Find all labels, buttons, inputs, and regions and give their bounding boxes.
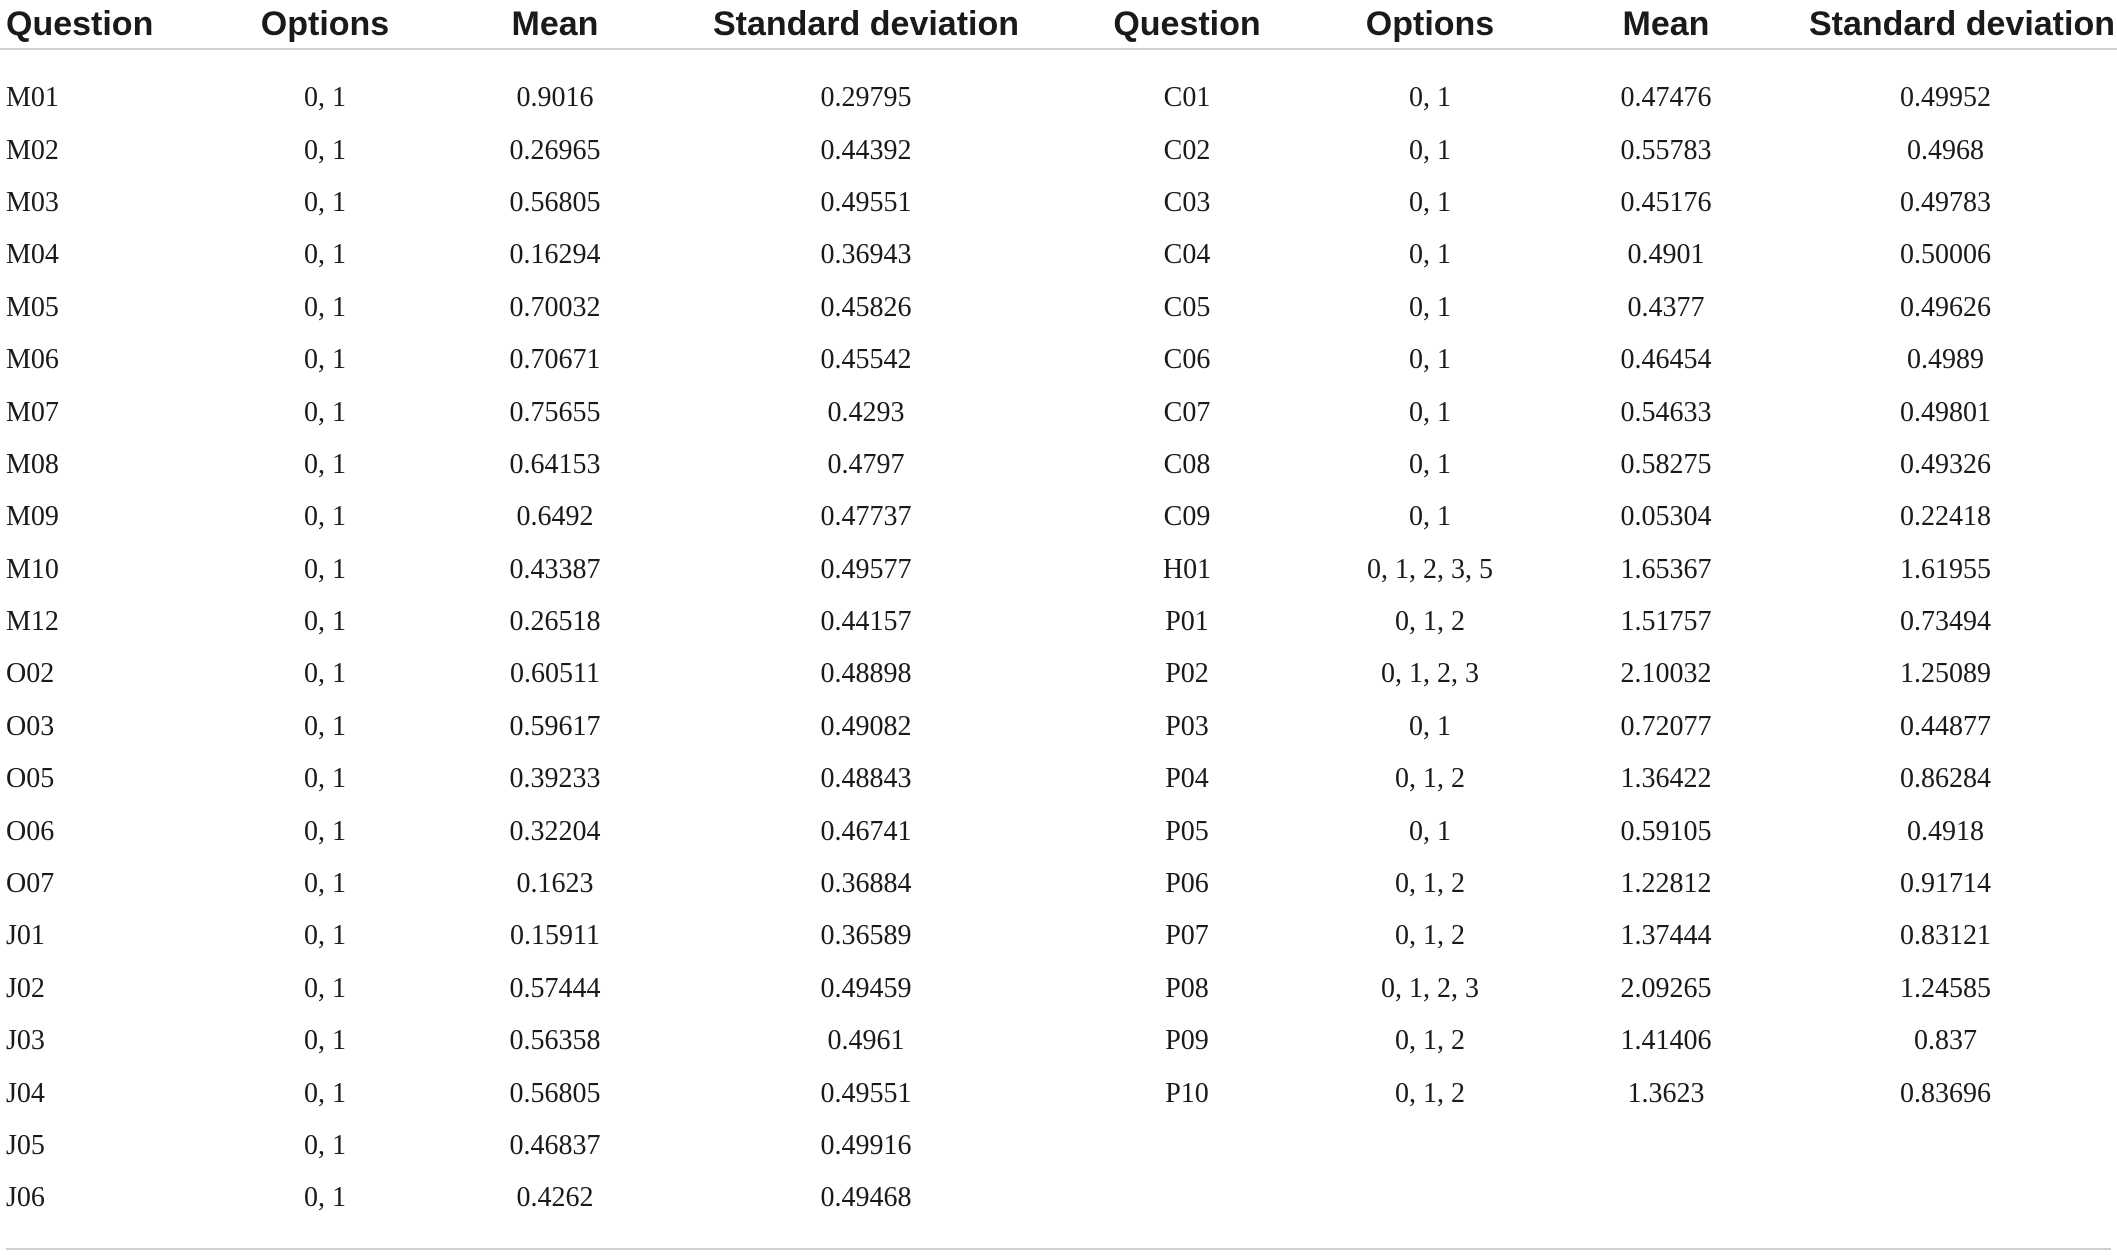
table-row: [0, 1172, 2117, 1224]
mean-cell-right: 0.47476: [1620, 82, 1712, 114]
options-cell-left: 0, 1: [304, 972, 346, 1004]
mean-cell-left: 0.75655: [509, 396, 601, 428]
sd-cell-right: 0.4918: [1907, 815, 1984, 847]
question-cell-left: M08: [6, 448, 59, 480]
mean-cell-left: 0.60511: [510, 658, 600, 690]
sd-cell-right: [1774, 1120, 2117, 1172]
question-cell-left: M06: [6, 344, 59, 376]
sd-cell-left: 0.4293: [827, 396, 905, 428]
question-cell-right: C06: [1163, 344, 1211, 376]
sd-cell-left: 0.48843: [820, 763, 912, 795]
mean-cell-left: 0.39233: [509, 763, 601, 795]
header-row: [0, 0, 2117, 49]
question-cell-left: J04: [6, 1077, 45, 1109]
sd-cell-left: 0.48898: [820, 658, 912, 690]
mean-cell-right: 0.55783: [1620, 134, 1712, 166]
options-cell-left: 0, 1: [304, 1130, 346, 1161]
sd-cell-left: 0.47737: [820, 501, 912, 533]
question-cell-left: J02: [6, 972, 45, 1004]
mean-cell-left: 0.9016: [516, 82, 594, 114]
options-cell-right: 0, 1: [1409, 448, 1451, 480]
options-cell-right: 0, 1: [1409, 396, 1451, 428]
table-row: [0, 334, 2117, 386]
question-cell-left: M05: [6, 291, 59, 323]
table-row: [0, 1120, 2117, 1172]
question-cell-left: M04: [6, 239, 59, 271]
options-cell-left: 0, 1: [304, 553, 346, 585]
sd-cell-left: 0.46741: [820, 815, 912, 847]
sd-cell-right: 0.49952: [1900, 82, 1991, 114]
mean-cell-left: 0.46837: [509, 1130, 601, 1161]
sd-cell-left: 0.49551: [820, 186, 912, 218]
mean-cell-right: 1.65367: [1620, 553, 1712, 585]
sd-cell-left: 0.36884: [820, 868, 912, 900]
options-cell-left: 0, 1: [304, 815, 346, 847]
sd-cell-left: 0.45542: [820, 344, 912, 376]
mean-cell-right: 0.54633: [1620, 396, 1712, 428]
question-cell-right: P03: [1165, 710, 1209, 742]
sd-cell-right: 0.50006: [1900, 239, 1991, 271]
mean-cell-right: 0.72077: [1620, 710, 1712, 742]
question-cell-left: M12: [6, 606, 59, 638]
table-row: [0, 805, 2117, 857]
header-question-left: Question: [0, 0, 200, 49]
sd-cell-right: 0.73494: [1900, 606, 1991, 638]
question-cell-left: M02: [6, 134, 59, 166]
question-cell-right: [1072, 1172, 1302, 1224]
table-row: [0, 1067, 2117, 1119]
mean-cell-right: 0.45176: [1620, 186, 1712, 218]
options-cell-right: 0, 1, 2, 3, 5: [1367, 553, 1493, 585]
table-row: [0, 229, 2117, 281]
table-row: [0, 386, 2117, 438]
table-row: [0, 648, 2117, 700]
question-cell-right: C04: [1163, 239, 1211, 271]
question-cell-left: J03: [6, 1025, 45, 1057]
header-mean-left: Mean: [450, 0, 660, 49]
question-cell-left: M01: [6, 82, 59, 114]
question-cell-right: P10: [1165, 1077, 1209, 1109]
options-cell-left: 0, 1: [304, 763, 346, 795]
mean-cell-right: 1.36422: [1620, 763, 1712, 795]
options-cell-right: 0, 1, 2: [1395, 920, 1465, 952]
sd-cell-right: 0.83121: [1900, 920, 1991, 952]
sd-cell-left: 0.49916: [820, 1130, 912, 1161]
options-cell-right: 0, 1: [1409, 344, 1451, 376]
options-cell-right: 0, 1, 2: [1395, 1025, 1465, 1057]
mean-cell-left: 0.16294: [509, 239, 601, 271]
table-row: [0, 282, 2117, 334]
question-cell-left: O03: [6, 710, 55, 742]
sd-cell-right: 0.91714: [1900, 868, 1991, 900]
mean-cell-left: 0.15911: [510, 920, 600, 952]
question-cell-right: C03: [1163, 186, 1211, 218]
options-cell-right: 0, 1: [1409, 239, 1451, 271]
options-cell-left: 0, 1: [304, 448, 346, 480]
mean-cell-left: 0.56805: [509, 1077, 601, 1109]
mean-cell-right: 1.3623: [1627, 1077, 1705, 1109]
mean-cell-right: 0.4901: [1627, 239, 1705, 271]
table-row: [0, 753, 2117, 805]
question-cell-left: M07: [6, 396, 59, 428]
sd-cell-right: 0.22418: [1900, 501, 1991, 533]
table-row: [0, 72, 2117, 124]
sd-cell-left: 0.45826: [820, 291, 912, 323]
header-question-right: Question: [1072, 0, 1302, 49]
mean-cell-left: 0.56805: [509, 186, 601, 218]
mean-cell-right: 1.22812: [1620, 868, 1712, 900]
mean-cell-right: 2.09265: [1620, 972, 1712, 1004]
options-cell-right: 0, 1, 2: [1395, 763, 1465, 795]
table-header: [0, 0, 2117, 72]
table-body: [0, 72, 2117, 1225]
mean-cell-right: 1.41406: [1620, 1025, 1712, 1057]
options-cell-right: 0, 1, 2, 3: [1381, 658, 1479, 690]
question-cell-left: O06: [6, 815, 55, 847]
mean-cell-right: 2.10032: [1620, 658, 1712, 690]
table-row: [0, 963, 2117, 1015]
table-row: [0, 439, 2117, 491]
options-cell-right: 0, 1, 2: [1395, 1077, 1465, 1109]
mean-cell-right: 0.4377: [1627, 291, 1705, 323]
options-cell-right: 0, 1: [1409, 186, 1451, 218]
mean-cell-left: 0.64153: [509, 448, 601, 480]
question-cell-right: H01: [1162, 553, 1212, 585]
mean-cell-left: 0.43387: [509, 553, 601, 585]
table-row: [0, 491, 2117, 543]
sd-cell-left: 0.29795: [820, 82, 912, 114]
table-row: [0, 701, 2117, 753]
question-cell-left: J05: [6, 1130, 45, 1161]
header-mean-right: Mean: [1558, 0, 1774, 49]
sd-cell-right: 1.61955: [1900, 553, 1991, 585]
sd-cell-left: 0.49577: [820, 553, 912, 585]
mean-cell-left: 0.4262: [516, 1182, 594, 1214]
options-cell-left: 0, 1: [304, 501, 346, 533]
sd-cell-right: 0.837: [1914, 1025, 1977, 1057]
question-cell-left: O02: [6, 658, 55, 690]
options-cell-right: 0, 1: [1409, 710, 1451, 742]
question-cell-right: C01: [1163, 82, 1211, 114]
mean-cell-right: [1558, 1172, 1774, 1224]
mean-cell-right: 0.05304: [1620, 501, 1712, 533]
table-row: [0, 910, 2117, 962]
mean-cell-left: 0.56358: [509, 1025, 601, 1057]
question-cell-left: J01: [6, 920, 45, 952]
options-cell-left: 0, 1: [304, 920, 346, 952]
sd-cell-right: 0.83696: [1900, 1077, 1991, 1109]
options-cell-left: 0, 1: [304, 710, 346, 742]
question-cell-right: P02: [1165, 658, 1209, 690]
sd-cell-left: 0.49459: [820, 972, 912, 1004]
mean-cell-left: 0.6492: [516, 501, 594, 533]
options-cell-left: 0, 1: [304, 291, 346, 323]
mean-cell-left: 0.32204: [509, 815, 601, 847]
mean-cell-left: 0.26965: [509, 134, 601, 166]
options-cell-right: 0, 1, 2, 3: [1381, 972, 1479, 1004]
options-cell-right: 0, 1: [1409, 82, 1451, 114]
question-cell-left: M03: [6, 186, 59, 218]
sd-cell-right: 1.24585: [1900, 972, 1991, 1004]
mean-cell-right: 1.37444: [1620, 920, 1712, 952]
question-cell-right: C07: [1163, 396, 1211, 428]
question-cell-right: C08: [1163, 448, 1211, 480]
mean-cell-right: 0.46454: [1620, 344, 1712, 376]
options-cell-right: 0, 1: [1409, 291, 1451, 323]
mean-cell-left: 0.70671: [509, 344, 601, 376]
question-cell-right: P04: [1165, 763, 1209, 795]
question-cell-left: O07: [6, 868, 55, 900]
table-row: [0, 858, 2117, 910]
options-cell-left: 0, 1: [304, 239, 346, 271]
question-cell-right: C09: [1163, 501, 1211, 533]
table-bottom-rule: [6, 1248, 2111, 1250]
table-row: [0, 1015, 2117, 1067]
question-cell-right: P05: [1165, 815, 1209, 847]
options-cell-right: [1302, 1172, 1558, 1224]
options-cell-left: 0, 1: [304, 396, 346, 428]
question-cell-left: O05: [6, 763, 55, 795]
question-cell-right: P09: [1165, 1025, 1209, 1057]
header-sd-left: Standard deviation: [660, 0, 1072, 49]
sd-cell-right: 1.25089: [1900, 658, 1991, 690]
sd-cell-right: 0.49783: [1900, 186, 1991, 218]
sd-cell-left: 0.49082: [820, 710, 912, 742]
question-cell-right: P08: [1165, 972, 1209, 1004]
mean-cell-right: 0.59105: [1620, 815, 1712, 847]
options-cell-right: 0, 1: [1409, 815, 1451, 847]
table-row: [0, 124, 2117, 176]
header-sd-right: Standard deviation: [1774, 0, 2117, 49]
options-cell-right: 0, 1: [1409, 134, 1451, 166]
question-cell-left: J06: [6, 1182, 45, 1214]
options-cell-left: 0, 1: [304, 1077, 346, 1109]
header-spacer: [0, 49, 2117, 72]
mean-cell-left: 0.70032: [509, 291, 601, 323]
mean-cell-right: [1558, 1120, 1774, 1172]
options-cell-left: 0, 1: [304, 1182, 346, 1214]
question-cell-left: M09: [6, 501, 59, 533]
question-cell-right: P06: [1165, 868, 1209, 900]
options-cell-right: 0, 1: [1409, 501, 1451, 533]
sd-cell-left: 0.36589: [820, 920, 912, 952]
options-cell-left: 0, 1: [304, 1025, 346, 1057]
sd-cell-right: 0.4989: [1907, 344, 1984, 376]
question-cell-right: P01: [1165, 606, 1209, 638]
question-cell-left: M10: [6, 553, 59, 585]
mean-cell-left: 0.57444: [509, 972, 601, 1004]
options-cell-right: 0, 1, 2: [1395, 868, 1465, 900]
header-options-left: Options: [200, 0, 450, 49]
header-options-right: Options: [1302, 0, 1558, 49]
options-cell-right: 0, 1, 2: [1395, 606, 1465, 638]
mean-cell-right: 1.51757: [1620, 606, 1712, 638]
sd-cell-right: 0.4968: [1907, 134, 1984, 166]
sd-cell-right: 0.49626: [1900, 291, 1991, 323]
mean-cell-right: 0.58275: [1620, 448, 1712, 480]
sd-cell-left: 0.44392: [820, 134, 912, 166]
options-cell-left: 0, 1: [304, 186, 346, 218]
mean-cell-left: 0.1623: [516, 868, 594, 900]
sd-cell-left: 0.49551: [820, 1077, 912, 1109]
options-cell-left: 0, 1: [304, 134, 346, 166]
sd-cell-left: 0.4797: [827, 448, 905, 480]
sd-cell-left: 0.4961: [827, 1025, 905, 1057]
options-cell-right: [1302, 1120, 1558, 1172]
question-cell-right: C05: [1163, 291, 1211, 323]
sd-cell-right: [1774, 1172, 2117, 1224]
question-cell-right: P07: [1165, 920, 1209, 952]
sd-cell-right: 0.49801: [1900, 396, 1991, 428]
mean-cell-left: 0.59617: [509, 710, 601, 742]
sd-cell-left: 0.44157: [820, 606, 912, 638]
sd-cell-left: 0.49468: [820, 1182, 912, 1214]
mean-cell-left: 0.26518: [509, 606, 601, 638]
sd-cell-right: 0.49326: [1900, 448, 1991, 480]
table-row: [0, 177, 2117, 229]
sd-cell-left: 0.36943: [820, 239, 912, 271]
question-cell-right: [1072, 1120, 1302, 1172]
sd-cell-right: 0.44877: [1900, 710, 1991, 742]
table-row: [0, 596, 2117, 648]
sd-cell-right: 0.86284: [1900, 763, 1991, 795]
options-cell-left: 0, 1: [304, 658, 346, 690]
options-cell-left: 0, 1: [304, 606, 346, 638]
table-row: [0, 544, 2117, 596]
options-cell-left: 0, 1: [304, 82, 346, 114]
options-cell-left: 0, 1: [304, 344, 346, 376]
options-cell-left: 0, 1: [304, 868, 346, 900]
question-cell-right: C02: [1163, 134, 1211, 166]
